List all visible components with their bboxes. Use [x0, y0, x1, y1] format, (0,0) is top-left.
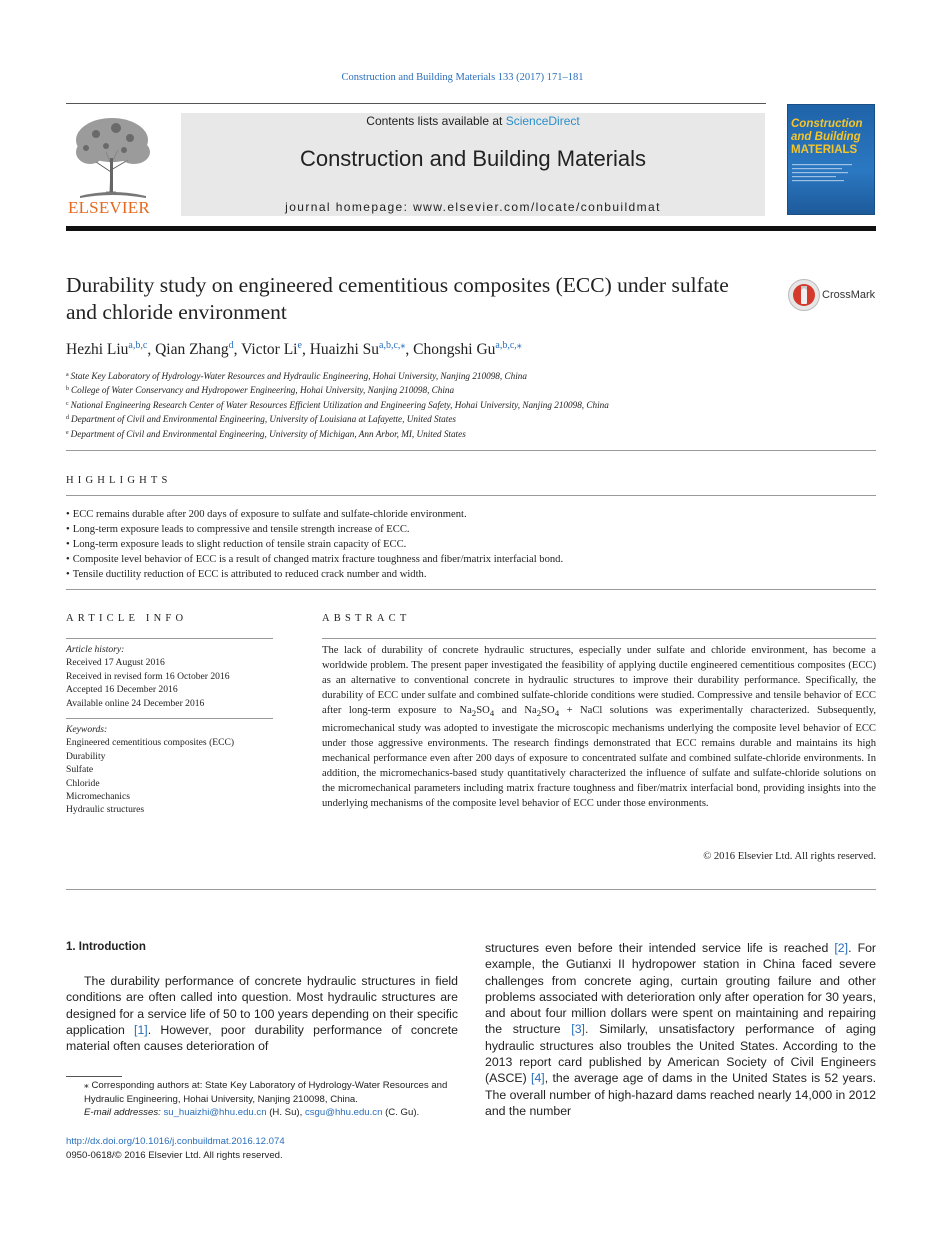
journal-reference[interactable]: Construction and Building Materials 133 (2017) 171–181 [341, 72, 584, 83]
abstract-heading: ABSTRACT [322, 613, 411, 624]
affiliation-item [66, 383, 876, 397]
formula-subscript: 2 [536, 708, 542, 719]
highlight-item: • Composite level behavior of ECC is a result of changed matrix fracture toughness and fiber/matrix interfacial bond. [66, 552, 876, 567]
corresponding-author-footnote [66, 1079, 458, 1120]
citation-link[interactable]: [2] [834, 941, 849, 955]
history-item: Received 17 August 2016 [66, 657, 165, 669]
intro-right-column [485, 940, 876, 1119]
cover-title-line: and Building [791, 131, 861, 143]
journal-homepage[interactable]: journal homepage: www.elsevier.com/locate/conbuildmat [285, 200, 661, 214]
footnote-line [66, 1106, 458, 1120]
history-item: Available online 24 December 2016 [66, 697, 205, 709]
highlight-item: • Tensile ductility reduction of ECC is attributed to reduced crack number and width. [66, 567, 876, 582]
footnote-text: Corresponding authors at: State Key Laboratory of Hydrology-Water Resources and Hydraulic Engineering, Hohai University, Nanjing 210098, China. [84, 1080, 448, 1105]
affiliation-key: c [66, 400, 69, 407]
formula-subscript: 4 [489, 708, 495, 719]
footnote-rule [66, 1076, 122, 1077]
body-text: , the average age of dams in the United States is 52 years. The overall number of high-hazard dams reached nearly 14,000 in 2012 and the number [485, 1071, 877, 1118]
body-text: The durability performance of concrete hydraulic structures in field conditions are often called into question. Most hydraulic structures are designed for a service life of 50 to 100 years depending on their specific application [66, 974, 458, 1037]
cover-title [791, 118, 875, 157]
email-owner: (C. Gu). [382, 1107, 420, 1118]
author-name[interactable]: Chongshi Gu [413, 341, 496, 358]
contents-prefix: Contents lists available at [366, 114, 506, 128]
cover-title-line: Construction [791, 118, 863, 130]
citation-link[interactable]: [1] [134, 1022, 148, 1037]
author-name[interactable]: Huaizhi Su [309, 341, 379, 358]
divider [66, 638, 273, 639]
citation-link[interactable]: [3] [571, 1022, 585, 1037]
crossmark-label[interactable]: CrossMark [822, 289, 876, 301]
top-rule [66, 103, 766, 104]
affiliation-item [66, 369, 876, 383]
abstract-part: The lack of durability of concrete hydraulic structures, especially under sulfate and chloride environment, has become a worldwide problem. The present paper investigated the feasibility of applying ductile engineered cementitious composites (ECC) as an alternative to conventional concrete in hydraulic structures to improve their durability performance. Specifically, the durability of ECC under sulfate and combined sulfate-chloride conditions were studied. Compressive and tensile behavior of ECC after long-term exposure to [322, 645, 876, 716]
formula-subscript: 4 [554, 708, 560, 719]
cover-title-line: MATERIALS [791, 144, 858, 156]
affiliation-key: a [66, 372, 69, 378]
author-name[interactable]: Qian Zhang [155, 341, 229, 358]
cover-decoration-icon [792, 162, 870, 202]
section-heading-introduction: 1. Introduction [66, 941, 146, 953]
publisher-name: ELSEVIER [68, 198, 150, 217]
affiliation-text: Department of Civil and Environmental Engineering, University of Michigan, Ann Arbor, MI, United States [70, 428, 466, 439]
keyword-item: Engineered cementitious composites (ECC) [66, 737, 235, 749]
citation-link[interactable]: [4] [531, 1071, 545, 1086]
history-item: Received in revised form 16 October 2016 [66, 670, 230, 682]
article-info [66, 643, 273, 817]
highlight-item: • ECC remains durable after 200 days of exposure to sulfate and sulfate-chloride environment. [66, 507, 876, 522]
issn-line: 0950-0618/© 2016 Elsevier Ltd. All rights reserved. [66, 1150, 283, 1161]
author-list: Hezhi Liu$^{a,b,c}$, Qian Zhang$^d$, Victor Li$^e$, Huaizhi $Su^{a,b,c,⁎}$, Chongshi $Gu^{a,b,c,⁎}$ [66, 340, 522, 358]
email-link[interactable]: csgu@hhu.edu.cn [304, 1107, 383, 1118]
footnote-line [66, 1079, 458, 1106]
affiliation-text: State Key Laboratory of Hydrology-Water Resources and Hydraulic Engineering, Hohai University, Nanjing 210098, China [70, 371, 527, 381]
intro-left-column [66, 973, 458, 1054]
body-text: . Similarly, unsatisfactory performance of aging hydraulic structures also troubles the United States. According to the 2013 report card published by American Society of Civil Engineers (ASCE) [485, 1022, 876, 1086]
author-affiliation-marker[interactable]: d [228, 340, 234, 351]
affiliation-item [66, 398, 876, 412]
affiliation-key: e [66, 429, 69, 436]
author-affiliation-marker[interactable]: a,b,c,⁎ [379, 340, 406, 351]
email-owner: (H. Su), [266, 1107, 305, 1118]
affiliation-item [66, 427, 876, 441]
keyword-item: Micromechanics [66, 791, 130, 803]
article-title: Durability study on engineered cementitious composites (ECC) under sulfate and chloride environment [66, 273, 729, 324]
body-text: . For example, the Gutianxi II hydropower station in China faced severe challenges from concrete aging, curtain grouting failure and other problems associated with deterioration only after operation for 30 years, and about four million dollars were spent on maintaining and repairing the structure [485, 941, 877, 1037]
affiliation-key: d [66, 415, 69, 422]
abstract-text [322, 643, 876, 811]
body-text: . However, poor durability performance of concrete material often causes deterioration of [66, 1022, 459, 1054]
affiliation-key: b [66, 386, 69, 393]
chemical-formula: Na [459, 705, 472, 716]
abstract-part: and [494, 705, 525, 716]
chemical-formula: SO [476, 705, 490, 716]
elsevier-logo[interactable] [66, 112, 160, 216]
author-affiliation-marker[interactable]: a,b,c [128, 340, 148, 351]
email-label: E-mail addresses: [84, 1107, 164, 1118]
contents-available-line [181, 114, 765, 128]
cover-fine-print [792, 162, 870, 204]
chemical-formula: Na [524, 705, 537, 716]
abstract-copyright: © 2016 Elsevier Ltd. All rights reserved. [703, 851, 876, 862]
footnote-star: ⁎ [84, 1080, 89, 1091]
author-affiliation-marker[interactable]: a,b,c,⁎ [495, 340, 522, 351]
email-link[interactable]: su_huaizhi@hhu.edu.cn [163, 1107, 267, 1118]
body-text: structures even before their intended service life is reached [485, 941, 835, 955]
abstract-part: + NaCl solutions was experimentally characterized. Subsequently, micromechanical study was adopted to investigate the microscopic mechanisms underlying the composite level behavior of ECC under those aggressive environments. The research findings demonstrated that ECC remains durable and maintains its high mechanical performance even after 200 days of exposure to concentrated sulfate and combined sulfate-chloride environments. In addition, the micromechanics-based study quantitatively characterized the influence of sulfate and sulfate-chloride solutions on the micromechanical parameters including matrix fracture toughness and fiber/matrix interfacial bond, providing insights into the underlying mechanisms of the composite level behavior of ECC under those environments. [322, 705, 876, 810]
keyword-item: Sulfate [66, 764, 94, 776]
chemical-formula: SO [541, 705, 555, 716]
article-info-heading: ARTICLE INFO [66, 613, 188, 624]
sciencedirect-link[interactable]: ScienceDirect [505, 114, 580, 128]
history-item: Accepted 16 December 2016 [66, 684, 178, 696]
formula-subscript: 2 [471, 708, 477, 719]
highlight-item: • Long-term exposure leads to slight reduction of tensile strain capacity of ECC. [66, 537, 876, 552]
history-label: Article history: [66, 644, 125, 655]
divider [66, 450, 876, 451]
divider [322, 638, 876, 639]
header-thick-rule [66, 226, 876, 231]
author-name[interactable]: Hezhi Liu [66, 341, 129, 358]
author-name[interactable]: Victor Li [241, 341, 298, 358]
crossmark-icon [787, 278, 821, 312]
affiliation-text: National Engineering Research Center of Water Resources Efficient Utilization and Engineering Safety, Hohai University, Nanjing 210098, China [70, 399, 609, 410]
divider [66, 495, 876, 496]
affiliation-text: College of Water Conservancy and Hydropower Engineering, Hohai University, Nanjing 210098, China [71, 385, 455, 396]
highlights-heading: HIGHLIGHTS [66, 475, 172, 486]
highlights-list [66, 507, 876, 582]
keyword-item: Durability [66, 750, 106, 762]
author-affiliation-marker[interactable]: e [297, 340, 302, 351]
divider [66, 589, 876, 590]
keyword-item: Chloride [66, 777, 100, 789]
keyword-item: Hydraulic structures [66, 804, 145, 816]
affiliation-list [66, 369, 876, 441]
journal-title: Construction and Building Materials [299, 146, 647, 171]
divider [66, 889, 876, 890]
doi-link[interactable]: http://dx.doi.org/10.1016/j.conbuildmat.2016.12.074 [66, 1136, 285, 1147]
affiliation-text: Department of Civil and Environmental Engineering, University of Louisiana at Lafayette, United States [71, 414, 456, 425]
affiliation-item [66, 412, 876, 426]
highlight-item: • Long-term exposure leads to compressive and tensile strength increase of ECC. [66, 522, 876, 537]
keywords-label: Keywords: [66, 724, 108, 736]
divider [66, 718, 273, 719]
